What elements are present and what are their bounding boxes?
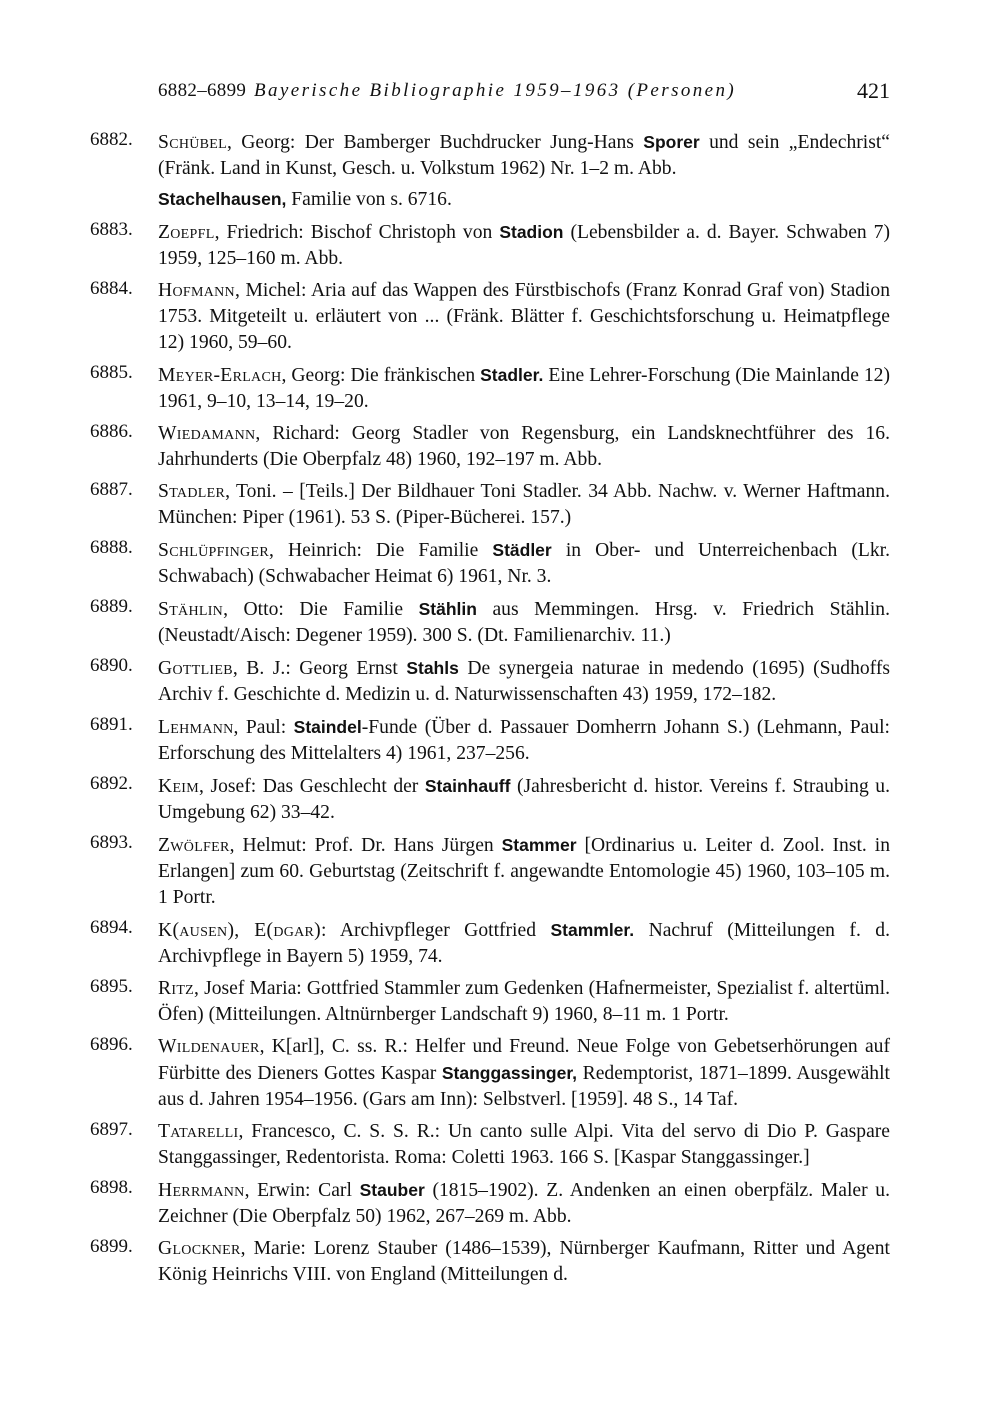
entry-text (158, 362, 890, 415)
entry-text (158, 186, 890, 213)
entry-segment: , Josef: Das Geschlecht der (199, 776, 425, 797)
entry-text (158, 976, 890, 1028)
entry-author: Schlüpfinger (158, 540, 269, 561)
subject-keyword: Stammler. (550, 920, 635, 940)
entry-author: Glockner (158, 1238, 241, 1259)
entry-segment: , K[arl], C. ss. R.: Helfer und Freund. Neue Folge von Gebetserhörungen auf Fürbitte des Dieners Gottes Kaspar (158, 1036, 890, 1084)
bibliography-list (90, 129, 890, 1294)
subject-keyword: Stahls (406, 658, 459, 678)
entry-segment: (Jahresbericht d. histor. Vereins f. Straubing u. Umgebung 62) 33–42. (158, 776, 890, 823)
bibliography-entry (90, 362, 890, 415)
entry-author: Zwölfer (158, 835, 230, 856)
entry-text (158, 1177, 890, 1230)
entry-author: Zoepfl (158, 222, 215, 243)
entry-segment: , Marie: Lorenz Stauber (1486–1539), Nürnberger Kaufmann, Ritter und Agent König Heinrichs VIII. von England (Mitteilungen d. (158, 1238, 890, 1285)
subject-keyword: Staindel (293, 717, 362, 737)
entry-number: 6897. (90, 1119, 133, 1140)
entry-text (158, 537, 890, 590)
entry-segment: Nachruf (Mitteilungen f. d. Archivpflege in Bayern 5) 1959, 74. (158, 920, 890, 967)
entry-author: Ritz (158, 978, 195, 999)
subject-keyword: Stanggassinger, (441, 1063, 578, 1083)
subject-keyword: Sporer (643, 132, 700, 152)
entry-author: Stählin (158, 599, 224, 620)
entry-segment: , Josef Maria: Gottfried Stammler zum Gedenken (Hafnermeister, Spezialist f. altertüml. Öfen) (Mitteilungen. Altnürnberger Landschaft 9) 1960, 8–11 m. 1 Portr. (158, 978, 890, 1025)
entry-author: Herrmann (158, 1180, 245, 1201)
entry-text (158, 278, 890, 356)
entry-segment: , Otto: Die Familie (223, 599, 419, 620)
entry-author: Hofmann (158, 280, 235, 301)
entry-segment: [Ordinarius u. Leiter d. Zool. Inst. in Erlangen] zum 60. Geburtstag (Zeitschrift f. angewandte Entomologie 45) 1960, 103–105 m. 1 Portr. (158, 835, 890, 908)
entry-segment: : Archivpfleger Gottfried (321, 920, 551, 941)
entry-segment: , Helmut: Prof. Dr. Hans Jürgen (229, 835, 502, 856)
entry-number: 6886. (90, 421, 133, 442)
bibliography-entry (90, 219, 890, 272)
entry-segment: , Georg: Der Bamberger Buchdrucker Jung-Hans (227, 132, 644, 153)
entry-number: 6891. (90, 714, 133, 735)
subject-keyword: Stauber (359, 1180, 425, 1200)
subject-keyword: Stachelhausen, (158, 189, 287, 209)
entry-segment: , Francesco, C. S. S. R.: Un canto sulle Alpi. Vita del servo di Dio P. Gaspare Stanggassinger, Redentorista. Roma: Coletti 1963. 166 S. [Kaspar Stanggassinger.] (158, 1121, 890, 1168)
entry-segment: Familie von s. 6716. (286, 189, 452, 210)
entry-segment: , Paul: (233, 717, 294, 738)
entry-text (158, 219, 890, 272)
bibliography-entry (90, 596, 890, 649)
entry-text (158, 596, 890, 649)
subject-keyword: Stainhauff (424, 776, 511, 796)
entry-author: Wildenauer (158, 1036, 260, 1057)
subject-keyword: Stadion (499, 222, 564, 242)
entry-number: 6888. (90, 537, 133, 558)
entry-text (158, 1236, 890, 1288)
entry-number: 6884. (90, 278, 133, 299)
bibliography-entry (90, 832, 890, 911)
bibliography-entry (90, 773, 890, 826)
entry-segment: -Funde (Über d. Passauer Domherrn Johann S.) (Lehmann, Paul: Erforschung des Mittelalters 4) 1961, 237–256. (158, 717, 890, 764)
subject-keyword: Stadler. (480, 365, 544, 385)
bibliography-entry (90, 714, 890, 767)
entry-author: Lehmann (158, 717, 234, 738)
entry-number: 6885. (90, 362, 133, 383)
entry-segment: (1815–1902). Z. Andenken an einen oberpfälz. Maler u. Zeichner (Die Oberpfalz 50) 1962, 267–269 m. Abb. (158, 1180, 891, 1227)
entry-range: 6882–6899 (158, 80, 247, 101)
entry-segment: De synergeia naturae in medendo (1695) (Sudhoffs Archiv f. Geschichte d. Medizin u. d. Naturwissenschaften 43) 1959, 172–182. (158, 658, 890, 705)
page-number: 421 (857, 78, 890, 103)
entry-segment: , Richard: Georg Stadler von Regensburg, ein Landsknechtführer des 16. Jahrhunderts (Die Oberpfalz 48) 1960, 192–197 m. Abb. (158, 423, 890, 470)
running-header (158, 78, 890, 106)
entry-author: Meyer-Erlach (158, 365, 282, 386)
entry-text (158, 655, 890, 708)
entry-number: 6890. (90, 655, 133, 676)
bibliography-entry (90, 655, 890, 708)
bibliography-entry (90, 1177, 890, 1230)
entry-text (158, 1119, 890, 1171)
entry-number: 6895. (90, 976, 133, 997)
entry-text (158, 773, 890, 826)
entry-number: 6887. (90, 479, 133, 500)
bibliography-entry (90, 129, 890, 182)
entry-segment: , Heinrich: Die Familie (268, 540, 493, 561)
entry-segment: , Erwin: Carl (244, 1180, 360, 1201)
entry-number: 6882. (90, 129, 133, 150)
subject-keyword: Städler (492, 540, 552, 560)
entry-author: Stadler (158, 481, 226, 502)
entry-author: Gottlieb (158, 658, 233, 679)
entry-number: 6896. (90, 1034, 133, 1055)
entry-segment: Redemptorist, 1871–1899. Ausgewählt aus d. Jahren 1954–1956. (Gars am Inn): Selbstverl. [1959]. 48 S., 14 Taf. (158, 1063, 890, 1110)
entry-segment: , Georg: Die fränkischen (281, 365, 481, 386)
entry-author: K(ausen), E(dgar) (158, 920, 322, 941)
entry-number: 6898. (90, 1177, 133, 1198)
entry-text (158, 479, 890, 531)
entry-segment: , Toni. – [Teils.] Der Bildhauer Toni Stadler. 34 Abb. Nachw. v. Werner Haftmann. München: Piper (1961). 53 S. (Piper-Bücherei. 157.) (158, 481, 890, 528)
bibliography-entry (90, 976, 890, 1028)
entry-author: Schübel (158, 132, 227, 153)
entry-number: 6883. (90, 219, 133, 240)
entry-number: 6894. (90, 917, 133, 938)
entry-segment: in Ober- und Unterreichenbach (Lkr. Schwabach) (Schwabacher Heimat 6) 1961, Nr. 3. (158, 540, 891, 587)
entry-text (158, 917, 890, 970)
bibliography-entry (90, 479, 890, 531)
running-title: Bayerische Bibliographie 1959–1963 (Personen) (254, 80, 737, 101)
cross-reference-entry (90, 186, 890, 213)
entry-number: 6899. (90, 1236, 133, 1257)
entry-segment: aus Memmingen. Hrsg. v. Friedrich Stählin. (Neustadt/Aisch: Degener 1959). 300 S. (Dt. Familienarchiv. 11.) (158, 599, 890, 646)
entry-author: Wiedamann (158, 423, 256, 444)
entry-segment: , Michel: Aria auf das Wappen des Fürstbischofs (Franz Konrad Graf von) Stadion 1753. Mitgeteilt u. erläutert von ... (Fränk. Blätter f. Geschichtsforschung u. Heimatpflege 12) 1960, 59–60. (158, 280, 890, 353)
entry-number: 6893. (90, 832, 133, 853)
bibliography-entry (90, 421, 890, 473)
entry-author: Tatarelli (158, 1121, 239, 1142)
bibliography-entry (90, 537, 890, 590)
subject-keyword: Stammer (501, 835, 577, 855)
entry-text (158, 129, 890, 182)
entry-segment: , B. J.: Georg Ernst (232, 658, 407, 679)
entry-number: 6892. (90, 773, 133, 794)
entry-segment: Eine Lehrer-Forschung (Die Mainlande 12) 1961, 9–10, 13–14, 19–20. (158, 365, 891, 412)
entry-text (158, 421, 890, 473)
entry-segment: und sein „Endechrist“ (Fränk. Land in Kunst, Gesch. u. Volkstum 1962) Nr. 1–2 m. Abb. (158, 132, 890, 179)
bibliography-entry (90, 1119, 890, 1171)
entry-segment: , Friedrich: Bischof Christoph von (214, 222, 500, 243)
bibliography-entry (90, 278, 890, 356)
subject-keyword: Stählin (418, 599, 477, 619)
entry-text (158, 1034, 890, 1113)
entry-segment: (Lebensbilder a. d. Bayer. Schwaben 7) 1959, 125–160 m. Abb. (158, 222, 890, 269)
entry-text (158, 714, 890, 767)
entry-text (158, 832, 890, 911)
bibliography-entry (90, 917, 890, 970)
bibliography-entry (90, 1236, 890, 1288)
entry-number: 6889. (90, 596, 133, 617)
bibliography-entry (90, 1034, 890, 1113)
entry-author: Keim (158, 776, 200, 797)
